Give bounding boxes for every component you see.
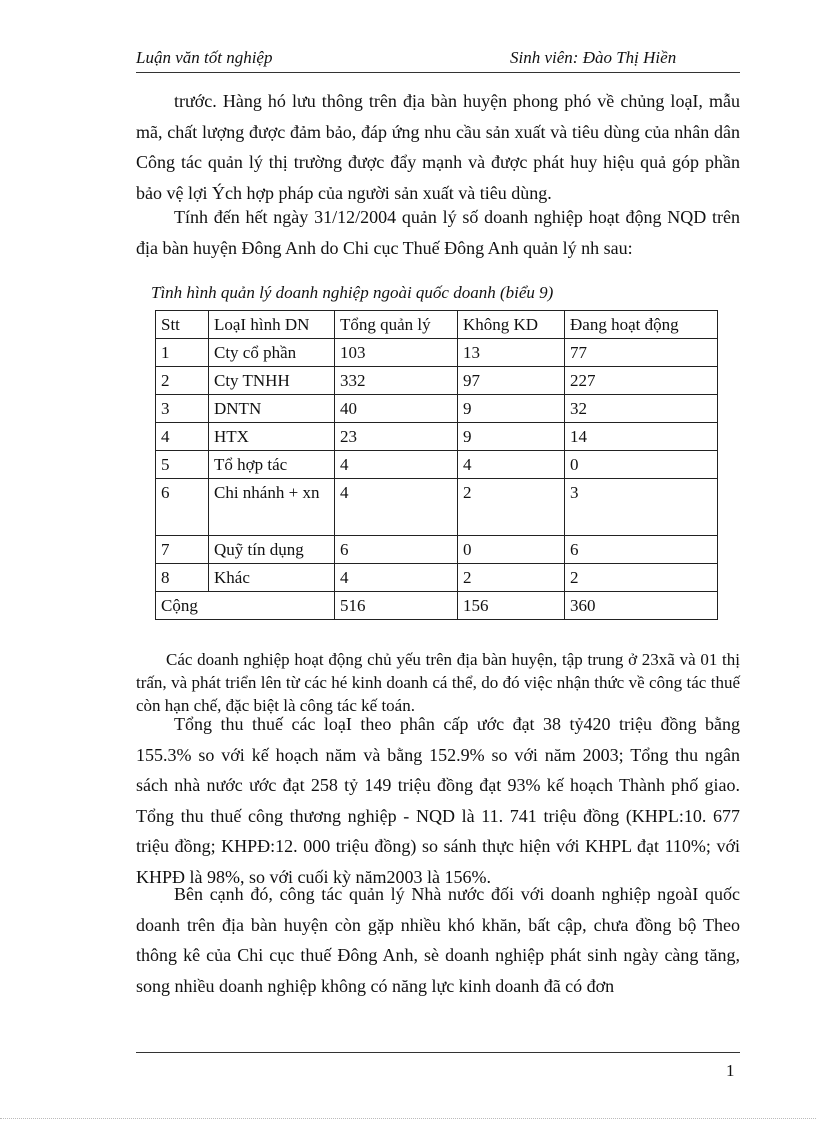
cell-not-operating: 4 <box>458 451 565 479</box>
cell-stt: 4 <box>156 423 209 451</box>
cell-operating: 14 <box>565 423 718 451</box>
page-bottom-border <box>0 1118 816 1119</box>
cell-type: Chi nhánh + xn <box>209 479 335 536</box>
cell-total: 4 <box>335 564 458 592</box>
table-total-row <box>156 592 718 620</box>
enterprise-table <box>155 310 718 620</box>
table-row <box>156 536 718 564</box>
table-header-row <box>156 311 718 339</box>
cell-operating: 32 <box>565 395 718 423</box>
cell-operating: 227 <box>565 367 718 395</box>
cell-operating: 3 <box>565 479 718 536</box>
cell-not-operating: 13 <box>458 339 565 367</box>
col-header-operating: Đang hoạt động <box>565 311 718 339</box>
cell-operating-sum: 360 <box>565 592 718 620</box>
cell-total: 6 <box>335 536 458 564</box>
cell-not-operating-sum: 156 <box>458 592 565 620</box>
table-row <box>156 395 718 423</box>
cell-total-label: Cộng <box>156 592 335 620</box>
page-number: 1 <box>726 1061 735 1080</box>
paragraph-5: Bên cạnh đó, công tác quản lý Nhà nước đối với doanh nghiệp ngoàI quốc doanh trên địa bàn huyện còn gặp nhiều khó khăn, bất cập, chưa đồng bộ Theo thông kê của Chi cục thuế Đông Anh, sè doanh nghiệp phát sinh ngày càng tăng, song nhiều doanh nghiệp không có năng lực kinh doanh đã có đơn <box>136 884 740 996</box>
cell-stt: 1 <box>156 339 209 367</box>
cell-total-managed-sum: 516 <box>335 592 458 620</box>
footer-divider <box>136 1052 740 1053</box>
cell-operating: 0 <box>565 451 718 479</box>
table-caption: Tình hình quản lý doanh nghiệp ngoài quốc doanh (biểu 9) <box>151 283 554 302</box>
paragraph-4: Tổng thu thuế các loạI theo phân cấp ước đạt 38 tỷ420 triệu đồng bằng 155.3% so với kế hoạch năm và bằng 152.9% so với năm 2003; Tổng thu ngân sách nhà nước ước đạt 258 tỷ 149 triệu đồng đạt 93% kế hoạch Thành phố giao. Tổng thu thuế công thương nghiệp - NQD là 11. 741 triệu đồng (KHPL:10. 677 triệu đồng; KHPĐ:12. 000 triệu đồng) so sánh thực hiện với KHPL đạt 110%; với KHPĐ là 98%, so với cuối kỳ năm2003 là 156%. <box>136 714 740 887</box>
cell-stt: 2 <box>156 367 209 395</box>
cell-total: 4 <box>335 451 458 479</box>
cell-stt: 8 <box>156 564 209 592</box>
cell-type: DNTN <box>209 395 335 423</box>
cell-total: 23 <box>335 423 458 451</box>
cell-stt: 6 <box>156 479 209 536</box>
cell-total: 4 <box>335 479 458 536</box>
cell-type: Tổ hợp tác <box>209 451 335 479</box>
table-row <box>156 339 718 367</box>
cell-not-operating: 97 <box>458 367 565 395</box>
table-row <box>156 367 718 395</box>
table-row <box>156 451 718 479</box>
col-header-type: LoạI hình DN <box>209 311 335 339</box>
col-header-stt: Stt <box>156 311 209 339</box>
cell-type: Quỹ tín dụng <box>209 536 335 564</box>
cell-not-operating: 9 <box>458 395 565 423</box>
paragraph-2: Tính đến hết ngày 31/12/2004 quản lý số doanh nghiệp hoạt động NQD trên địa bàn huyện Đông Anh do Chi cục Thuế Đông Anh quản lý nh sau: <box>136 207 740 258</box>
page-header <box>136 48 740 72</box>
cell-stt: 7 <box>156 536 209 564</box>
cell-type: Khác <box>209 564 335 592</box>
cell-type: Cty TNHH <box>209 367 335 395</box>
cell-not-operating: 2 <box>458 479 565 536</box>
table-row <box>156 423 718 451</box>
table-row <box>156 479 718 536</box>
cell-not-operating: 9 <box>458 423 565 451</box>
header-divider <box>136 72 740 73</box>
cell-stt: 5 <box>156 451 209 479</box>
cell-stt: 3 <box>156 395 209 423</box>
cell-total: 103 <box>335 339 458 367</box>
cell-total: 332 <box>335 367 458 395</box>
cell-total: 40 <box>335 395 458 423</box>
cell-not-operating: 2 <box>458 564 565 592</box>
cell-not-operating: 0 <box>458 536 565 564</box>
col-header-not-operating: Không KD <box>458 311 565 339</box>
table-row <box>156 564 718 592</box>
cell-type: HTX <box>209 423 335 451</box>
paragraph-1: trước. Hàng hó lưu thông trên địa bàn huyện phong phó về chủng loạI, mẫu mã, chất lượng được đảm bảo, đáp ứng nhu cầu sản xuất và tiêu dùng của nhân dân Công tác quản lý thị trường được đẩy mạnh và được phát huy hiệu quả góp phần bảo vệ lợi Ých hợp pháp của người sản xuất và tiêu dùng. <box>136 91 740 203</box>
col-header-total-managed: Tổng quản lý <box>335 311 458 339</box>
cell-type: Cty cổ phần <box>209 339 335 367</box>
paragraph-3: Các doanh nghiệp hoạt động chủ yếu trên địa bàn huyện, tập trung ở 23xã và 01 thị trấn, và phát triển lên từ các hé kinh doanh cá thể, do đó việc nhận thức về công tác thuế còn hạn chế, đặc biệt là công tác kế toán. <box>136 650 740 715</box>
header-thesis-title: Luận văn tốt nghiệp <box>136 48 273 67</box>
cell-operating: 6 <box>565 536 718 564</box>
header-student-name: Sinh viên: Đào Thị Hiền <box>510 48 677 67</box>
cell-operating: 2 <box>565 564 718 592</box>
cell-operating: 77 <box>565 339 718 367</box>
